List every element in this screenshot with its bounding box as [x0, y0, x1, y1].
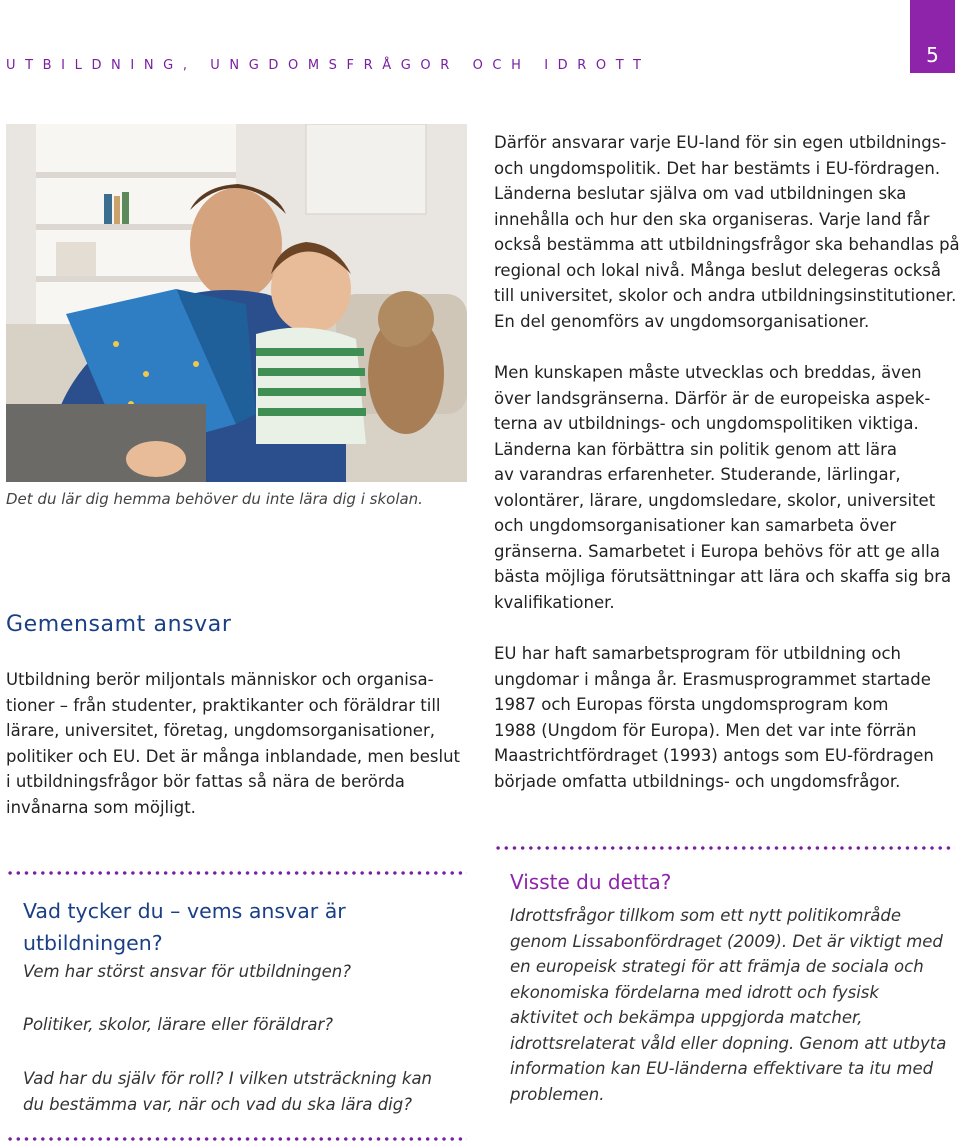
section-heading: Gemensamt ansvar [6, 612, 232, 637]
text-line: Utbildning berör miljontals människor och organisa- [6, 670, 434, 689]
text-line: till universitet, skolor och andra utbildningsinstitutioner. [494, 286, 957, 305]
text-line: volontärer, lärare, ungdomsledare, skolor, universitet [494, 490, 936, 510]
text-line: 1988 (Ungdom för Europa). Men det var inte förrän [494, 720, 917, 740]
text-line: genom Lissabonfördraget (2009). Det är viktigt med [510, 931, 943, 951]
right-paragraph-2 [494, 360, 951, 615]
text-line: terna av utbildnings- och ungdomspolitiken viktiga. [494, 414, 919, 433]
text-line: politiker och EU. Det är många inblandade, men beslut [6, 746, 461, 766]
left-paragraph [6, 667, 460, 820]
title-line: Vad tycker du – vems ansvar är [23, 899, 346, 923]
text-line: över landsgränserna. Därför är de europeiska aspek- [494, 388, 931, 408]
text-line: bästa möjliga förutsättningar att lära och skaffa sig bra [494, 567, 952, 586]
right-paragraph-3 [494, 641, 934, 794]
text-line: Men kunskapen måste utvecklas och breddas, även [494, 363, 922, 382]
text-line: En del genomförs av ungdomsorganisationer. [494, 311, 870, 331]
text-line: ungdomar i många år. Erasmusprogrammet startade [494, 669, 931, 689]
question-text: Vad har du själv för roll? I vilken utsträckning kan [23, 1069, 433, 1088]
text-line: en europeisk strategi för att främja de sociala och [510, 957, 924, 976]
text-line: Länderna kan förbättra sin politik genom att lära [494, 439, 897, 459]
text-line: tioner – från studenter, praktikanter och föräldrar till [6, 695, 441, 715]
text-line: av varandras erfarenheter. Studerande, lärlingar, [494, 465, 901, 484]
text-line: idrottsrelaterat våld eller dopning. Genom att utbyta [510, 1033, 947, 1053]
dotted-divider [6, 1137, 467, 1141]
photo-caption: Det du lär dig hemma behöver du inte lära dig i skolan. [6, 490, 423, 508]
text-line: EU har haft samarbetsprogram för utbildning och [494, 644, 902, 663]
question-2 [23, 1012, 333, 1038]
question-text: Politiker, skolor, lärare eller föräldrar? [23, 1015, 333, 1034]
text-line: och ungdomsorganisationer kan samarbeta över [494, 516, 897, 535]
text-line: ekonomiska fördelarna med idrott och fysisk [510, 982, 879, 1002]
section-header: UTBILDNING, UNGDOMSFRÅGOR OCH IDROTT [6, 58, 651, 73]
dotted-divider [6, 871, 467, 875]
text-line: började omfatta utbildnings- och ungdomsfrågor. [494, 771, 901, 791]
question-text: du bestämma var, när och vad du ska lära dig? [23, 1094, 412, 1114]
question-text: Vem har störst ansvar för utbildningen? [23, 962, 352, 981]
fact-box-body [510, 903, 946, 1107]
photo-father-and-child-reading [6, 124, 467, 482]
text-line: i utbildningsfrågor bör fattas så nära de berörda [6, 772, 405, 791]
text-line: information kan EU-länderna effektivare ta itu med [510, 1059, 934, 1078]
fact-box-title: Visste du detta? [510, 870, 672, 894]
question-3 [23, 1066, 432, 1117]
text-line: aktivitet och bekämpa uppgjorda matcher, [510, 1008, 863, 1027]
text-line: lärare, universitet, företag, ungdomsorganisationer, [6, 721, 435, 740]
text-line: 1987 och Europas första ungdomsprogram kom [494, 695, 889, 714]
text-line: kvalifikationer. [494, 592, 615, 612]
text-line: gränserna. Samarbetet i Europa behövs för att ge alla [494, 541, 940, 561]
text-line: regional och lokal nivå. Många beslut delegeras också [494, 260, 942, 280]
text-line: Länderna beslutar själva om vad utbildningen ska [494, 184, 907, 203]
dotted-divider [494, 846, 955, 850]
text-line: också bestämma att utbildningsfrågor ska behandlas på [494, 235, 960, 254]
text-line: och ungdomspolitik. Det har bestämts i EU-fördragen. [494, 158, 941, 178]
text-line: problemen. [510, 1084, 605, 1104]
text-line: Idrottsfrågor tillkom som ett nytt politikområde [510, 906, 902, 925]
title-line: utbildningen? [23, 931, 163, 955]
text-line: invånarna som möjligt. [6, 797, 196, 817]
question-1 [23, 959, 351, 985]
page-number: 5 [910, 0, 955, 73]
question-box-title [23, 895, 346, 959]
photo-illustration [6, 124, 467, 482]
text-line: Därför ansvarar varje EU-land för sin egen utbildnings- [494, 133, 947, 152]
text-line: Maastrichtfördraget (1993) antogs som EU-fördragen [494, 746, 934, 765]
right-paragraph-1 [494, 130, 960, 334]
text-line: innehålla och hur den ska organiseras. Varje land får [494, 209, 930, 229]
